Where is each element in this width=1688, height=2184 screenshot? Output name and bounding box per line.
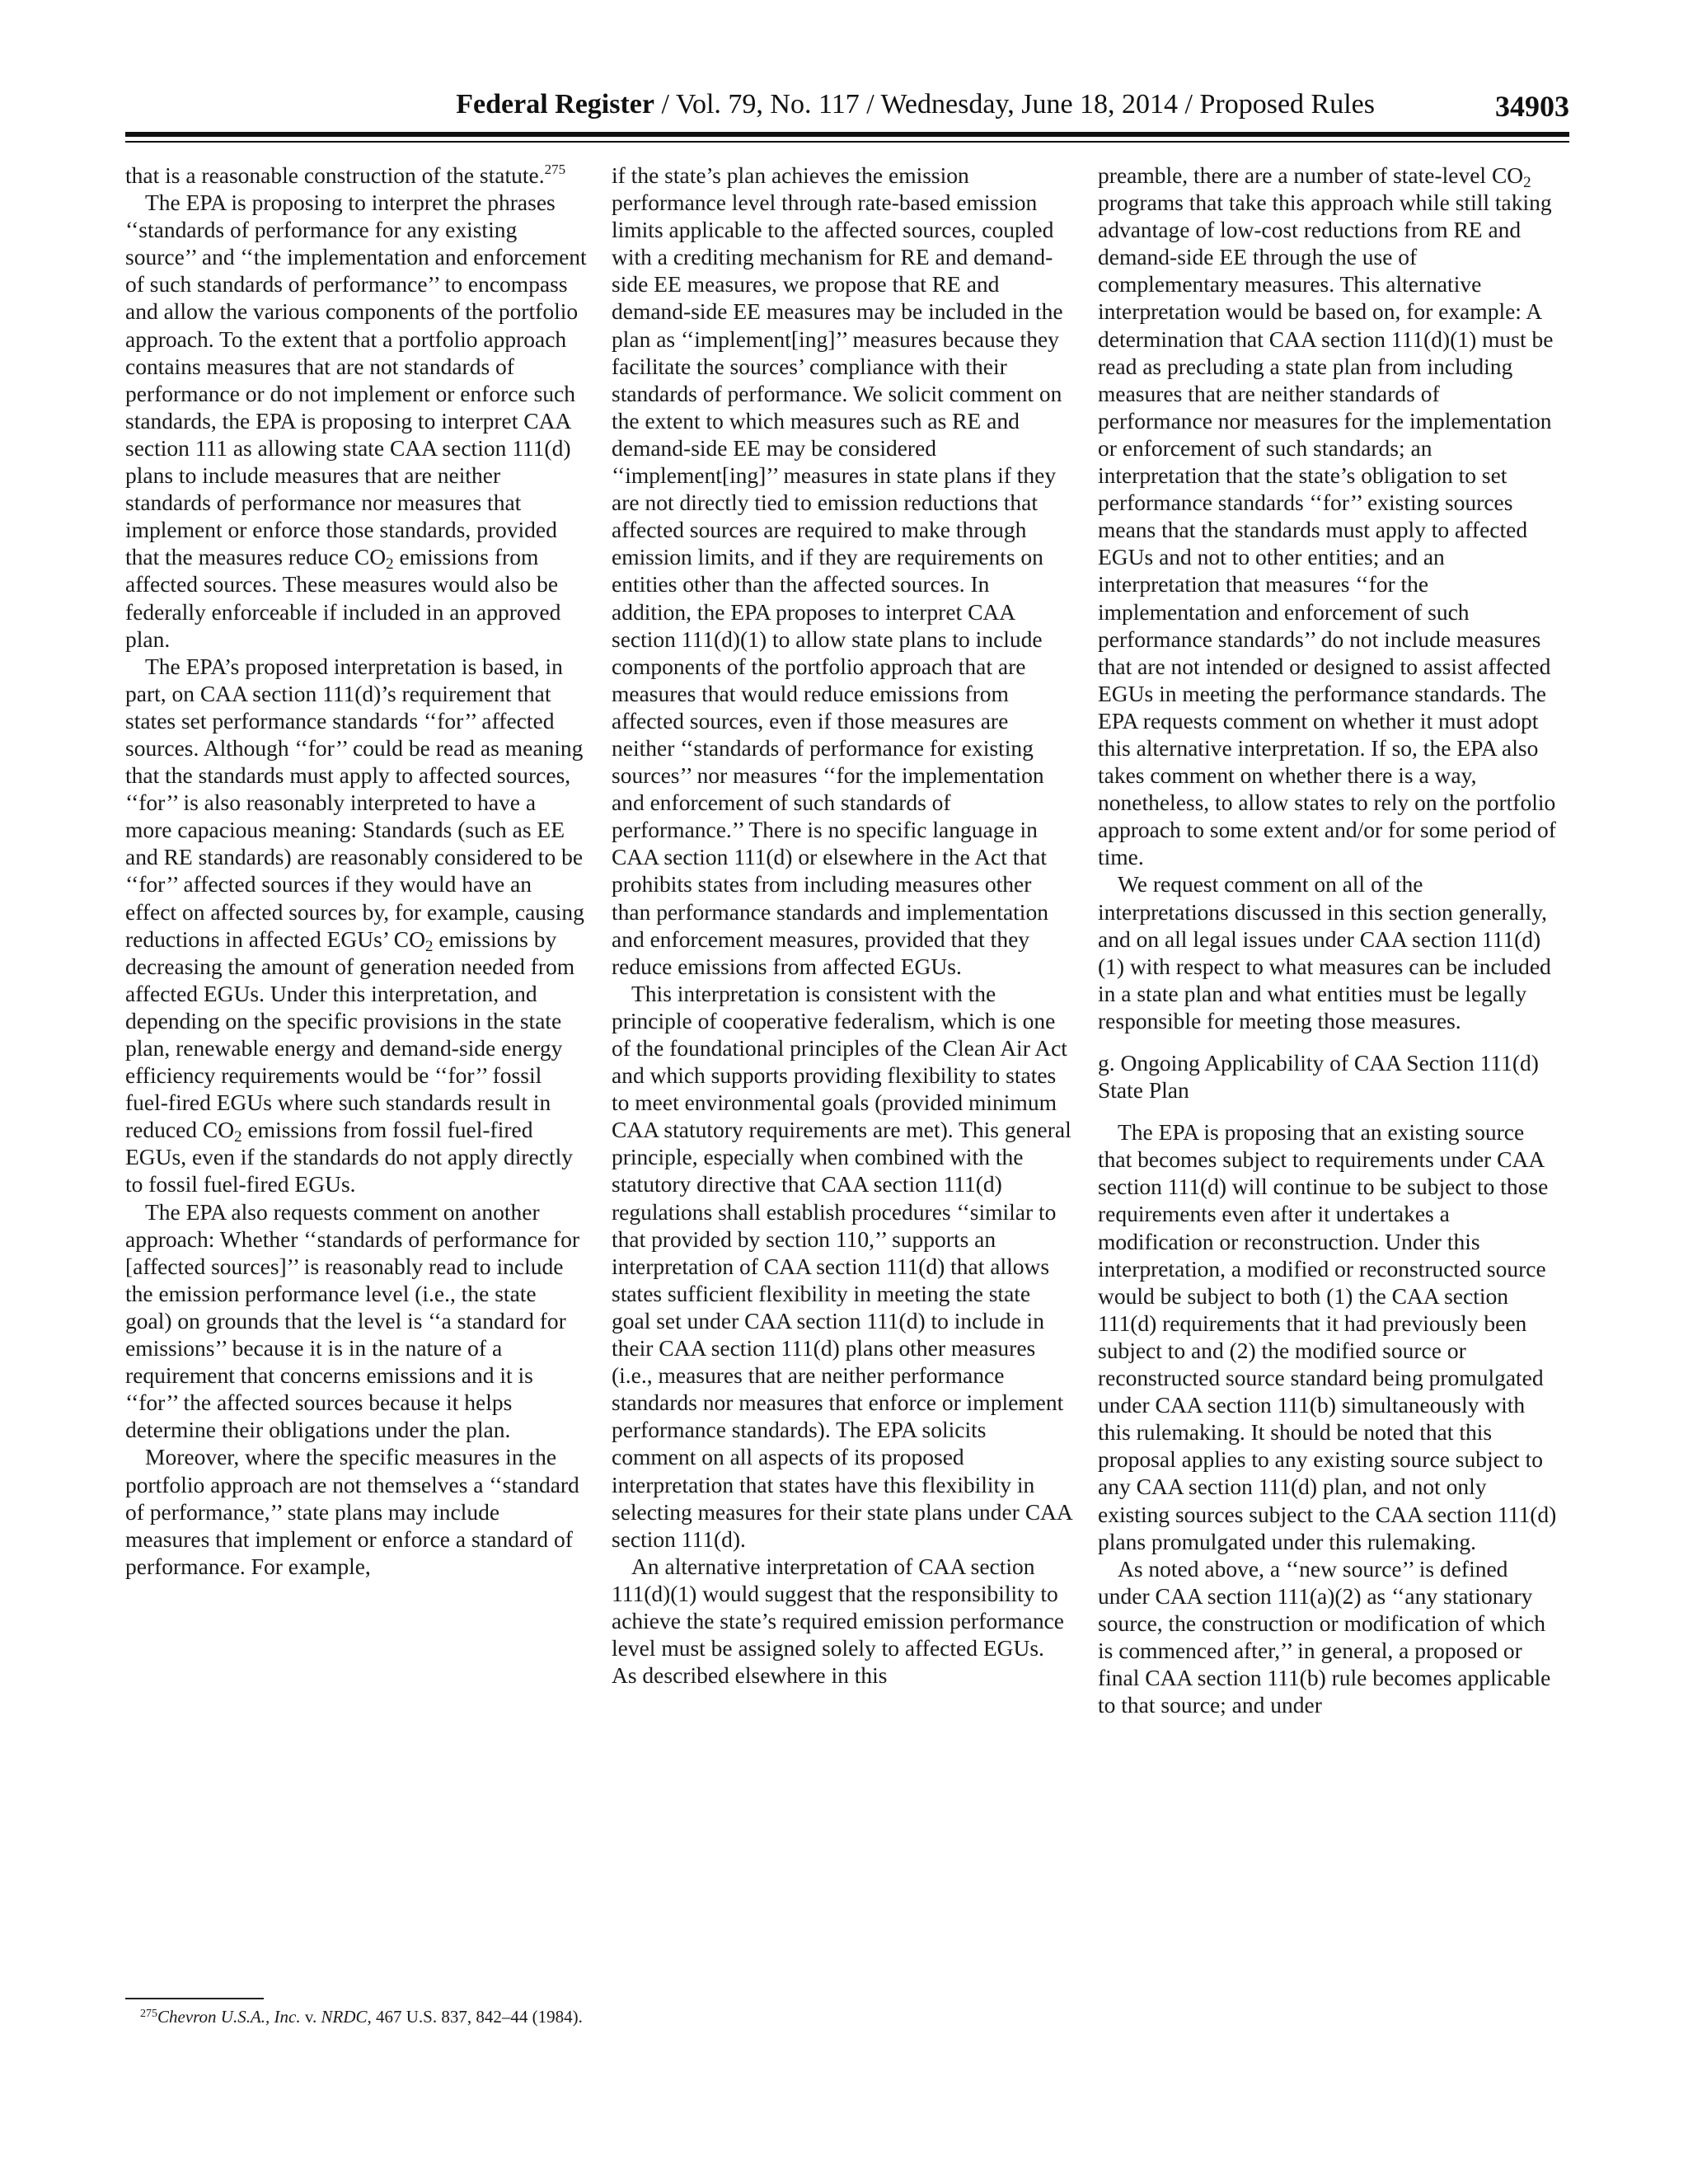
footnote-275 bbox=[125, 2006, 587, 2028]
paragraph: The EPA is proposing that an existing source that becomes subject to requirements under CAA section 111(d) will continue to be subject to those requirements even after it undertakes a modification or reconstruction. Under this interpretation, a modified or reconstructed source would be subject to both (1) the CAA section 111(d) requirements that it had previously been subject to and (2) the modified source or reconstructed source standard being promulgated under CAA section 111(b) simultaneously with this rulemaking. It should be noted that this proposal applies to any existing source subject to any CAA section 111(d) plan, and not only existing sources subject to the CAA section 111(d) plans promulgated under this rulemaking. bbox=[1098, 1119, 1557, 1554]
footnote-citation: 467 U.S. 837, 842–44 (1984). bbox=[371, 2007, 583, 2027]
running-head bbox=[456, 89, 1375, 120]
section-heading: g. Ongoing Applicability of CAA Section 111(d) State Plan bbox=[1098, 1050, 1539, 1104]
footnote-party: NRDC, bbox=[321, 2007, 372, 2027]
issue-info: / Vol. 79, No. 117 / Wednesday, June 18, 2014 / Proposed Rules bbox=[654, 89, 1375, 120]
page-header bbox=[125, 89, 1569, 130]
publication-name: Federal Register bbox=[456, 89, 654, 120]
footnote-case-name: Chevron U.S.A., Inc. bbox=[157, 2007, 301, 2027]
paragraph: An alternative interpretation of CAA section 111(d)(1) would suggest that the responsibility to achieve the state’s required emission performance level must be assigned solely to affected EGUs. As described elsewhere in this bbox=[612, 1553, 1065, 1689]
footnote-rule bbox=[125, 1998, 264, 1999]
footnote-number: 275 bbox=[140, 2008, 157, 2020]
header-rule-thin bbox=[125, 141, 1569, 143]
paragraph: The EPA’s proposed interpretation is based, in part, on CAA section 111(d)’s requirement that states set performance standards ‘‘for’’ affected sources. Although ‘‘for’’ could be read as meaning that the standards must apply to affected sources, ‘‘for’’ is also reasonably interpreted to have a more capacious meaning: Standards (such as EE and RE standards) are reasonably considered to be ‘‘for’’ affected sources if they would have an effect on affected sources by, for example, causing reductions in affected EGUs’ $CO_2$ emissions by decreasing the amount of generation needed from affected EGUs. Under this interpretation, and depending on the specific provisions in the state plan, renewable energy and demand-side energy efficiency requirements would be ‘‘for’’ fossil fuel-fired EGUs where such standards result in reduced $CO_2$ emissions from fossil fuel-fired EGUs, even if the standards do not apply directly to fossil fuel-fired EGUs. bbox=[125, 653, 584, 1197]
paragraph: that is a reasonable construction of the statute.$^{275}$ bbox=[125, 162, 566, 188]
footnote-ref: 275 bbox=[544, 162, 566, 177]
paragraph: if the state’s plan achieves the emission performance level through rate-based emission limits applicable to the affected sources, coupled with a crediting mechanism for RE and demand-side EE measures, we propose that RE and demand-side EE measures may be included in the plan as ‘‘implement[ing]’’ measures because they facilitate the sources’ compliance with their standards of performance. We solicit comment on the extent to which measures such as RE and demand-side EE may be considered ‘‘implement[ing]’’ measures in state plans if they are not directly tied to emission reductions that affected sources are required to make through emission limits, and if they are requirements on entities other than the affected sources. In addition, the EPA proposes to interpret CAA section 111(d)(1) to allow state plans to include components of the portfolio approach that are measures that would reduce emissions from affected sources, even if those measures are neither ‘‘standards of performance for existing sources’’ nor measures ‘‘for the implementation and enforcement of such standards of performance.’’ There is no specific language in CAA section 111(d) or elsewhere in the Act that prohibits states from including measures other than performance standards and implementation and enforcement measures, provided that they reduce emissions from affected EGUs. bbox=[612, 162, 1063, 979]
paragraph: The EPA also requests comment on another approach: Whether ‘‘standards of performance for [affected sources]’’ is reasonably read to include the emission performance level (i.e., the state goal) on grounds that the level is ‘‘a standard for emissions’’ because it is in the nature of a requirement that concerns emissions and it is ‘‘for’’ the affected sources because it helps determine their obligations under the plan. bbox=[125, 1198, 580, 1443]
paragraph: This interpretation is consistent with the principle of cooperative federalism, which is one of the foundational principles of the Clean Air Act and which supports providing flexibility to states to meet environmental goals (provided minimum CAA statutory requirements are met). This general principle, especially when combined with the statutory directive that CAA section 111(d) regulations shall establish procedures ‘‘similar to that provided by section 110,’’ supports an interpretation of CAA section 111(d) that allows states sufficient flexibility in meeting the state goal set under CAA section 111(d) to include in their CAA section 111(d) plans other measures (i.e., measures that are neither performance standards nor measures that enforce or implement performance standards). The EPA solicits comment on all aspects of its proposed interpretation that states have this flexibility in selecting measures for their state plans under CAA section 111(d). bbox=[612, 980, 1072, 1552]
paragraph: The EPA is proposing to interpret the phrases ‘‘standards of performance for any existing source’’ and ‘‘the implementation and enforcement of such standards of performance’’ to encompass and allow the various components of the portfolio approach. To the extent that a portfolio approach contains measures that are not standards of performance or do not implement or enforce such standards, the EPA is proposing to interpret CAA section 111 as allowing state CAA section 111(d) plans to include measures that are neither standards of performance nor measures that implement or enforce those standards, provided that the measures reduce $CO_2$ emissions from affected sources. These measures would also be federally enforceable if included in an approved plan. bbox=[125, 190, 587, 652]
header-rule-thick bbox=[125, 132, 1569, 137]
text-column-3 bbox=[1098, 162, 1559, 1718]
paragraph: As noted above, a ‘‘new source’’ is defined under CAA section 111(a)(2) as ‘‘any stationary source, the construction or modification of which is commenced after,’’ in general, a proposed or final CAA section 111(b) rule becomes applicable to that source; and under bbox=[1098, 1555, 1551, 1718]
page-number: 34903 bbox=[1495, 90, 1569, 123]
paragraph: preamble, there are a number of state-level $CO_2$ programs that take this approach while still taking advantage of low-cost reductions from RE and demand-side EE through the use of complementary measures. This alternative interpretation would be based on, for example: A determination that CAA section 111(d)(1) must be read as precluding a state plan from including measures that are neither standards of performance nor measures for the implementation or enforcement of such standards; an interpretation that the state’s obligation to set performance standards ‘‘for’’ existing sources means that the standards must apply to affected EGUs and not to other entities; and an interpretation that measures ‘‘for the implementation and enforcement of such performance standards’’ do not include measures that are not intended or designed to assist affected EGUs in meeting the performance standards. The EPA requests comment on whether it must adopt this alternative interpretation. If so, the EPA also takes comment on whether there is a way, nonetheless, to allow states to rely on the portfolio approach to some extent and/or for some period of time. bbox=[1098, 162, 1556, 870]
paragraph: We request comment on all of the interpretations discussed in this section generally, and on all legal issues under CAA section 111(d)(1) with respect to what measures can be included in a state plan and what entities must be legally responsible for meeting those measures. bbox=[1098, 871, 1551, 1033]
text-column-1 bbox=[125, 162, 587, 1580]
text-column-2 bbox=[612, 162, 1073, 1689]
footnote-versus: v. bbox=[300, 2007, 321, 2027]
paragraph: Moreover, where the specific measures in the portfolio approach are not themselves a ‘‘standard of performance,’’ state plans may include measures that implement or enforce a standard of performance. For example, bbox=[125, 1444, 579, 1579]
